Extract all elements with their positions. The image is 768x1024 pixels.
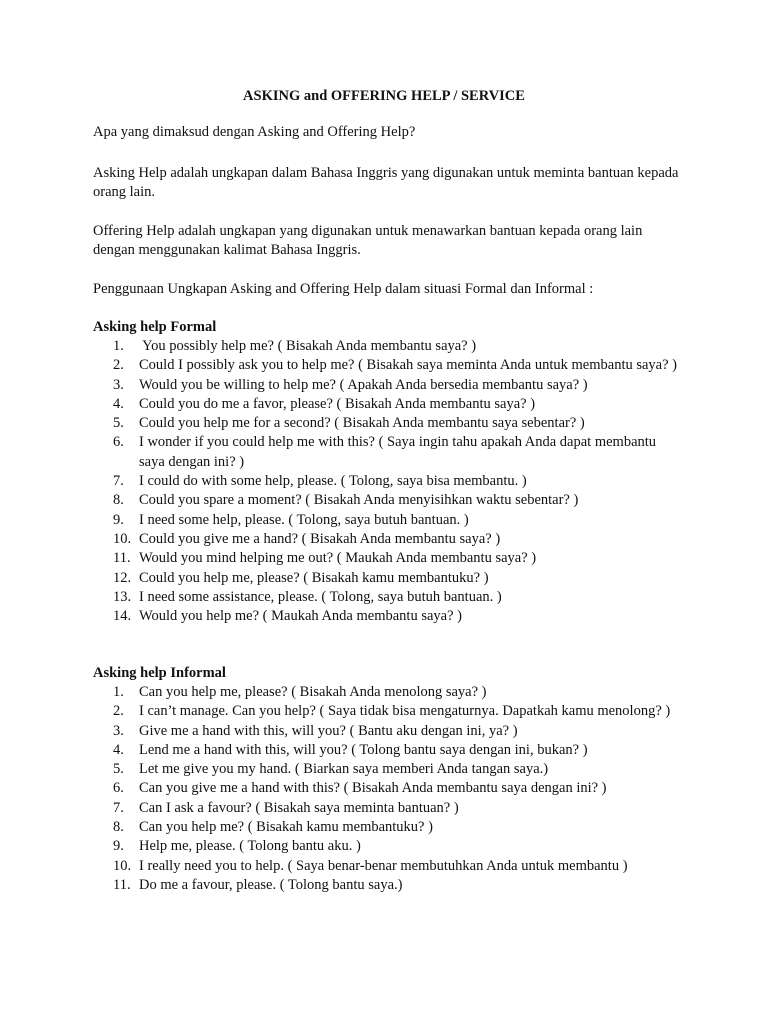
list-item [93, 491, 683, 510]
list-text: I really need you to help. ( Saya benar-benar membutuhkan Anda untuk membantu ) [139, 857, 628, 874]
list-text: I could do with some help, please. ( Tolong, saya bisa membantu. ) [139, 473, 527, 490]
list-text: Could you do me a favor, please? ( Bisakah Anda membantu saya? ) [139, 395, 536, 412]
list-number: 13. [113, 588, 132, 605]
list-number: 10. [113, 530, 132, 547]
list-number: 11. [113, 876, 131, 893]
list-number: 5. [113, 415, 124, 432]
list-number: 9. [113, 511, 124, 528]
list-item [93, 683, 683, 702]
list-text: I need some assistance, please. ( Tolong, saya butuh bantuan. ) [139, 588, 502, 605]
list-text: Can I ask a favour? ( Bisakah saya meminta bantuan? ) [139, 799, 459, 816]
list-item [93, 549, 683, 568]
list-number: 9. [113, 838, 124, 855]
list-text: Lend me a hand with this, will you? ( Tolong bantu saya dengan ini, bukan? ) [139, 741, 588, 758]
list-text: Could I possibly ask you to help me? ( Bisakah saya meminta Anda untuk membantu saya? ) [139, 357, 678, 374]
list-item [93, 799, 683, 818]
list-item [93, 337, 683, 356]
list-text: Can you help me? ( Bisakah kamu membantuku? ) [139, 819, 433, 836]
list-number: 3. [113, 722, 124, 739]
question-text: Apa yang dimaksud dengan Asking and Offering Help? [93, 124, 416, 140]
list-number: 4. [113, 741, 124, 758]
list-text: Could you give me a hand? ( Bisakah Anda membantu saya? ) [139, 530, 501, 547]
formal-heading: Asking help Formal [93, 319, 217, 335]
list-number: 1. [113, 684, 124, 700]
list-number: 6. [113, 780, 124, 797]
list-item [93, 530, 683, 549]
list-item [93, 356, 683, 375]
list-item [93, 472, 683, 491]
list-number: 5. [113, 761, 124, 778]
list-item [93, 588, 683, 607]
list-number: 11. [113, 550, 131, 567]
list-text: You possibly help me? ( Bisakah Anda membantu saya? ) [139, 338, 477, 354]
list-number: 14. [113, 608, 132, 625]
usage-intro: Penggunaan Ungkapan Asking and Offering Help dalam situasi Formal dan Informal : [93, 281, 594, 297]
list-text: Could you spare a moment? ( Bisakah Anda menyisihkan waktu sebentar? ) [139, 492, 579, 509]
list-item [93, 607, 683, 626]
list-number: 3. [113, 376, 124, 393]
list-number: 7. [113, 799, 124, 816]
list-item [93, 760, 683, 779]
list-text: Could you help me, please? ( Bisakah kamu membantuku? ) [139, 569, 489, 586]
formal-list [93, 337, 683, 626]
asking-definition: Asking Help adalah ungkapan dalam Bahasa Inggris yang digunakan untuk meminta bantuan kepada orang lain. [93, 165, 679, 201]
page-title: ASKING and OFFERING HELP / SERVICE [243, 88, 525, 104]
list-item [93, 376, 683, 395]
list-number: 6. [113, 434, 124, 451]
list-item [93, 876, 683, 895]
list-item [93, 569, 683, 588]
list-item [93, 779, 683, 798]
list-text: I wonder if you could help me with this? ( Saya ingin tahu apakah Anda dapat membantu saya dengan ini? ) [139, 434, 657, 470]
list-item [93, 837, 683, 856]
list-number: 7. [113, 473, 124, 490]
list-text: Help me, please. ( Tolong bantu aku. ) [139, 838, 361, 855]
list-item [93, 722, 683, 741]
list-text: Would you mind helping me out? ( Maukah Anda membantu saya? ) [139, 550, 537, 567]
list-text: Can you give me a hand with this? ( Bisakah Anda membantu saya dengan ini? ) [139, 780, 607, 797]
list-number: 8. [113, 819, 124, 836]
list-number: 12. [113, 569, 132, 586]
list-item [93, 857, 683, 876]
list-item [93, 414, 683, 433]
list-item [93, 741, 683, 760]
informal-heading: Asking help Informal [93, 665, 226, 681]
list-number: 8. [113, 492, 124, 509]
offering-definition: Offering Help adalah ungkapan yang digunakan untuk menawarkan bantuan kepada orang lain dengan menggunakan kalimat Bahasa Inggris. [93, 223, 643, 259]
list-text: Would you help me? ( Maukah Anda membantu saya? ) [139, 608, 462, 625]
list-item [93, 395, 683, 414]
list-number: 4. [113, 395, 124, 412]
list-item [93, 511, 683, 530]
list-number: 1. [113, 338, 124, 354]
list-number: 2. [113, 357, 124, 374]
list-text: Do me a favour, please. ( Tolong bantu saya.) [139, 876, 403, 893]
list-number: 2. [113, 703, 124, 720]
list-number: 10. [113, 857, 132, 874]
list-item [93, 818, 683, 837]
list-text: Would you be willing to help me? ( Apakah Anda bersedia membantu saya? ) [139, 376, 588, 393]
list-text: I need some help, please. ( Tolong, saya butuh bantuan. ) [139, 511, 469, 528]
list-text: I can’t manage. Can you help? ( Saya tidak bisa mengaturnya. Dapatkah kamu menolong? ) [139, 703, 671, 720]
list-text: Can you help me, please? ( Bisakah Anda menolong saya? ) [139, 684, 487, 700]
informal-list [93, 683, 683, 895]
list-item [93, 433, 683, 472]
list-text: Could you help me for a second? ( Bisakah Anda membantu saya sebentar? ) [139, 415, 585, 432]
list-text: Let me give you my hand. ( Biarkan saya memberi Anda tangan saya.) [139, 761, 549, 778]
list-text: Give me a hand with this, will you? ( Bantu aku dengan ini, ya? ) [139, 722, 518, 739]
list-item [93, 702, 683, 721]
